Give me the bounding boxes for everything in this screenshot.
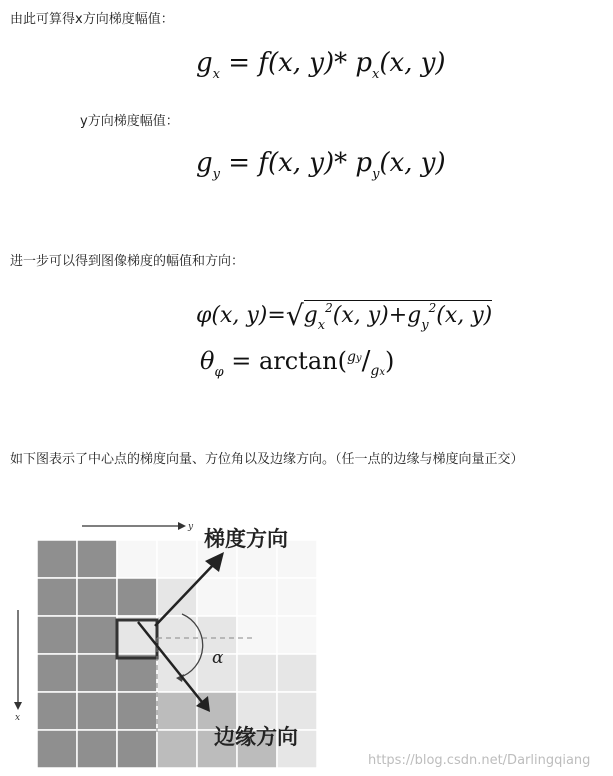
eq-mag-args2: (x, y): [436, 303, 493, 328]
eq-mag-gxsub: x: [317, 318, 326, 333]
eq-mag-gx: g: [303, 303, 318, 328]
eq-gx-star: *: [334, 48, 348, 78]
gradient-direction-label: 梯度方向: [204, 527, 288, 551]
equation-theta: [200, 346, 395, 380]
eq-mag-sq2: 2: [428, 301, 437, 315]
grid-cell: [157, 540, 197, 578]
eq-theta-equals: =: [231, 347, 259, 375]
equation-magnitude: [196, 296, 493, 333]
grid-cell: [117, 654, 157, 692]
eq-gx-sub: x: [212, 67, 220, 82]
eq-mag-phi: φ(x, y)=: [196, 303, 286, 328]
grid-cell: [37, 654, 77, 692]
x-axis-label: x: [15, 713, 21, 723]
eq-mag-sq1: 2: [325, 301, 333, 315]
eq-theta-num: gy: [346, 349, 362, 365]
eq-gy-star: *: [334, 148, 348, 178]
eq-theta-slash: /: [361, 346, 371, 376]
eq-mag-args1: (x, y)+: [332, 303, 408, 328]
grid-cell: [237, 654, 277, 692]
y-axis-arrowhead: [178, 522, 186, 530]
eq-theta-arctan: arctan(: [258, 347, 347, 375]
grid-cell: [77, 578, 117, 616]
grid-cell: [37, 540, 77, 578]
sqrt-sign: √: [285, 299, 304, 332]
eq-gy-g: g: [196, 148, 213, 178]
grid-cell: [277, 578, 317, 616]
grid-cell: [117, 692, 157, 730]
eq-gy-equals: =: [228, 148, 251, 178]
grid-cell: [37, 730, 77, 768]
equation-gx: [196, 48, 446, 82]
grid-cell: [157, 730, 197, 768]
eq-theta-sub: φ: [214, 365, 224, 380]
grid-cell: [117, 540, 157, 578]
grid-cell: [77, 654, 117, 692]
grid-cell: [277, 654, 317, 692]
eq-gy-args: (x, y): [267, 148, 335, 178]
grid-cell: [37, 578, 77, 616]
grid-cell: [157, 578, 197, 616]
text-x-gradient-intro: 由此可算得x方向梯度幅值：: [10, 12, 174, 27]
grid-cell: [237, 616, 277, 654]
text-magnitude-intro: 进一步可以得到图像梯度的幅值和方向：: [10, 254, 245, 269]
grid-cell: [117, 578, 157, 616]
eq-gx-p: p: [355, 48, 373, 78]
equation-gy: [196, 148, 446, 182]
eq-gx-pargs: (x, y): [379, 48, 446, 78]
grid-cell: [37, 616, 77, 654]
grid-cell: [117, 616, 157, 654]
x-axis-arrowhead: [14, 702, 22, 710]
eq-gx-f: f: [258, 48, 268, 78]
eq-gx-psub: x: [372, 67, 380, 82]
grid-cell: [117, 730, 157, 768]
eq-gy-pargs: (x, y): [379, 148, 446, 178]
eq-gy-psub: y: [372, 167, 380, 182]
text-figure-caption: 如下图表示了中心点的梯度向量、方位角以及边缘方向。（任一点的边缘与梯度向量正交）: [10, 452, 524, 467]
eq-mag-gy: g: [407, 303, 422, 328]
alpha-label: α: [212, 648, 224, 668]
grid-cell: [77, 616, 117, 654]
grid-cell: [157, 616, 197, 654]
eq-theta-den: gx: [370, 363, 385, 379]
grid-cell: [197, 578, 237, 616]
grid-cell: [37, 692, 77, 730]
eq-theta-close: ): [384, 347, 395, 375]
grid-cell: [277, 616, 317, 654]
watermark-text: https://blog.csdn.net/Darlingqiang: [368, 753, 591, 768]
text-y-gradient-intro: y方向梯度幅值：: [80, 114, 179, 129]
gradient-diagram: [0, 512, 613, 776]
eq-gx-args: (x, y): [267, 48, 335, 78]
eq-gy-p: p: [355, 148, 373, 178]
eq-gy-sub: y: [212, 167, 221, 182]
eq-mag-gysub: y: [421, 318, 429, 333]
grid-cell: [157, 692, 197, 730]
eq-mag-radicand: [303, 300, 493, 333]
eq-gx-g: g: [196, 48, 213, 78]
grid-cell: [77, 540, 117, 578]
grid-cell: [77, 692, 117, 730]
y-axis-label: y: [188, 522, 194, 532]
eq-theta-theta: θ: [200, 347, 215, 375]
edge-direction-label: 边缘方向: [214, 725, 298, 749]
eq-gx-equals: =: [228, 48, 251, 78]
eq-gy-f: f: [258, 148, 268, 178]
grid-cell: [237, 578, 277, 616]
grid-cell: [77, 730, 117, 768]
